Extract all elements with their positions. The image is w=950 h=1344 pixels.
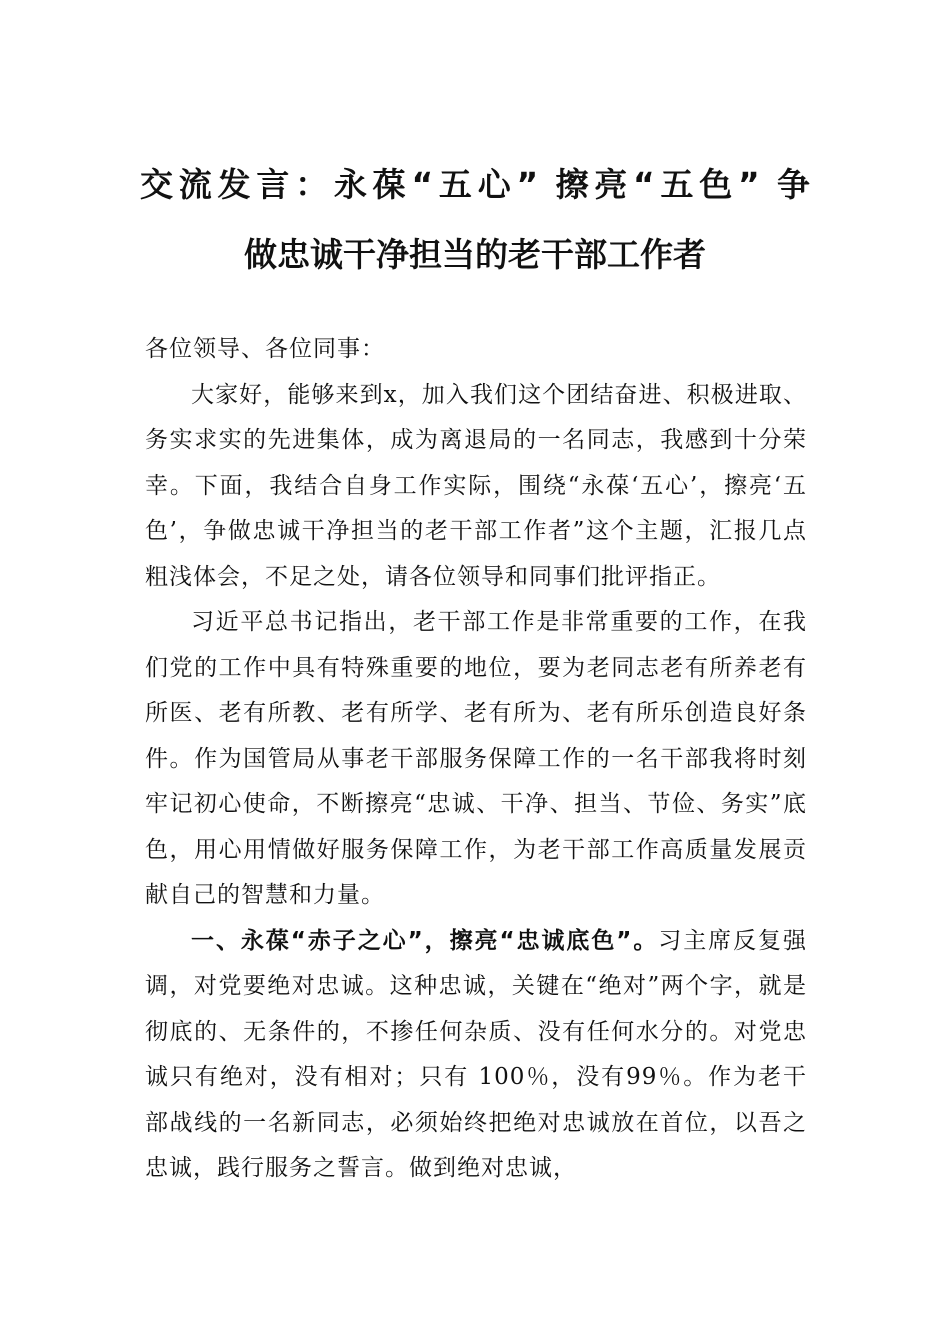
- paragraph-greeting: 大家好，能够来到x，加入我们这个团结奋进、积极进取、务实求实的先进集体，成为离退局的一名同志，我感到十分荣幸。下面，我结合自身工作实际，围绕“永葆‘五心’，擦亮‘五色’，争做忠诚干净担当的老干部工作者”这个主题，汇报几点粗浅体会，不足之处，请各位领导和同事们批评指正。: [145, 381, 807, 590]
- salutation: 各位领导、各位同事：: [145, 336, 385, 362]
- section-1-text: 习主席反复强调，对党要绝对忠诚。这种忠诚，关键在“绝对”两个字，就是彻底的、无条件的，不掺任何杂质、没有任何水分的。对党忠诚只有绝对，没有相对；只有 100％，没有99％。作为老干部战线的一名新同志，必须始终把绝对忠诚放在首位，以吾之忠诚，践行服务之誓言。做到绝对忠诚，: [145, 927, 808, 1181]
- document-body: [145, 327, 807, 1192]
- document-title-line-2: 做忠诚干净担当的老干部工作者: [244, 235, 706, 274]
- paragraph-quote: 习近平总书记指出，老干部工作是非常重要的工作，在我们党的工作中具有特殊重要的地位，要为老同志老有所养老有所医、老有所教、老有所学、老有所为、老有所乐创造良好条件。作为国管局从事老干部服务保障工作的一名干部我将时刻牢记初心使命，不断擦亮“忠诚、干净、担当、节俭、务实”底色，用心用情做好服务保障工作，为老干部工作高质量发展贡献自己的智慧和力量。: [145, 609, 807, 908]
- document-title-line-1: 交流发言：永葆“五心” 擦亮“五色” 争: [140, 165, 810, 204]
- section-1-heading: 一、永葆“赤子之心”，擦亮“忠诚底色”。: [191, 927, 659, 954]
- section-1-paragraph: [145, 919, 807, 1192]
